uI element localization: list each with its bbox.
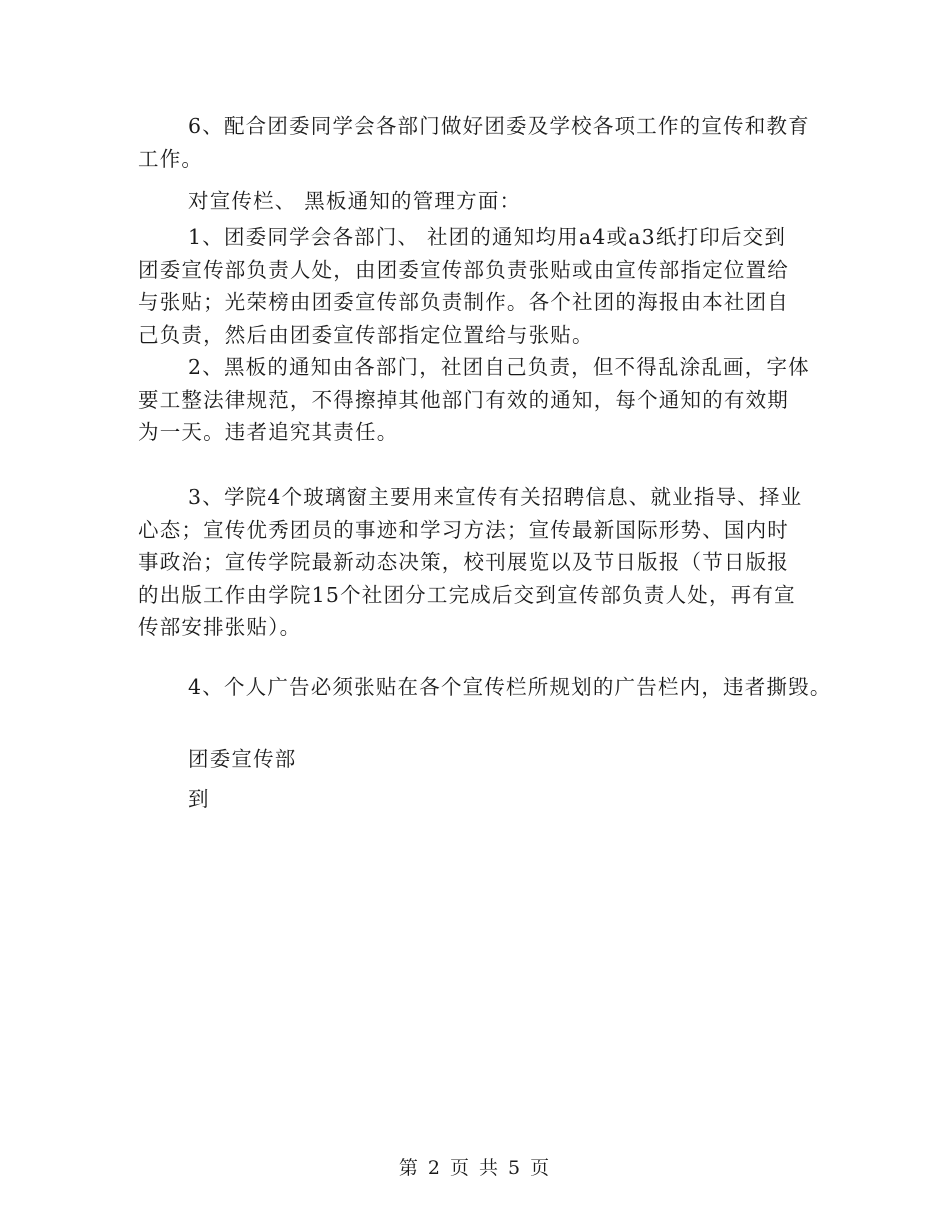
signature-date: 到 xyxy=(188,787,210,811)
section-heading xyxy=(138,185,838,218)
text-line: 的出版工作由学院15个社团分工完成后交到宣传部负责人处，再有宣 xyxy=(138,582,796,607)
text-line: 4、个人广告必须张贴在各个宣传栏所规划的广告栏内，违者撕毁。 xyxy=(188,675,832,699)
text-line: 传部安排张贴）。 xyxy=(138,615,302,639)
text-line: 2、黑板的通知由各部门，社团自己负责，但不得乱涂乱画，字体 xyxy=(188,355,810,379)
text-line: 要工整法律规范，不得擦掉其他部门有效的通知，每个通知的有效期 xyxy=(138,387,789,412)
paragraph-3 xyxy=(138,481,838,644)
paragraph-2 xyxy=(138,351,838,449)
text-line: 为一天。违者追究其责任。 xyxy=(138,420,399,444)
text-line: 与张贴；光荣榜由团委宣传部负责制作。各个社团的海报由本社团自 xyxy=(138,290,789,314)
text-line: 1、团委同学会各部门、 社团的通知均用a4或a3纸打印后交到 xyxy=(188,225,787,249)
text-line: 事政治；宣传学院最新动态决策，校刊展览以及节日版报（节日版报 xyxy=(138,550,789,574)
paragraph-6 xyxy=(138,110,838,175)
text-line: 己负责，然后由团委宣传部指定位置给与张贴。 xyxy=(138,322,594,347)
text-line: 团委宣传部负责人处，由团委宣传部负责张贴或由宣传部指定位置给 xyxy=(138,257,789,282)
signature-department: 团委宣传部 xyxy=(188,747,297,771)
text-line: 3、学院4个玻璃窗主要用来宣传有关招聘信息、就业指导、择业 xyxy=(188,485,803,509)
paragraph-4 xyxy=(138,671,838,704)
text-line: 对宣传栏、 黑板通知的管理方面： xyxy=(188,189,522,213)
text-line: 工作。 xyxy=(138,146,204,171)
page-number-footer: 第 2 页 共 5 页 xyxy=(398,1157,552,1179)
text-line: 6、配合团委同学会各部门做好团委及学校各项工作的宣传和教育 xyxy=(188,114,810,138)
text-line: 心态；宣传优秀团员的事迹和学习方法；宣传最新国际形势、国内时 xyxy=(138,517,789,542)
paragraph-1 xyxy=(138,221,838,351)
